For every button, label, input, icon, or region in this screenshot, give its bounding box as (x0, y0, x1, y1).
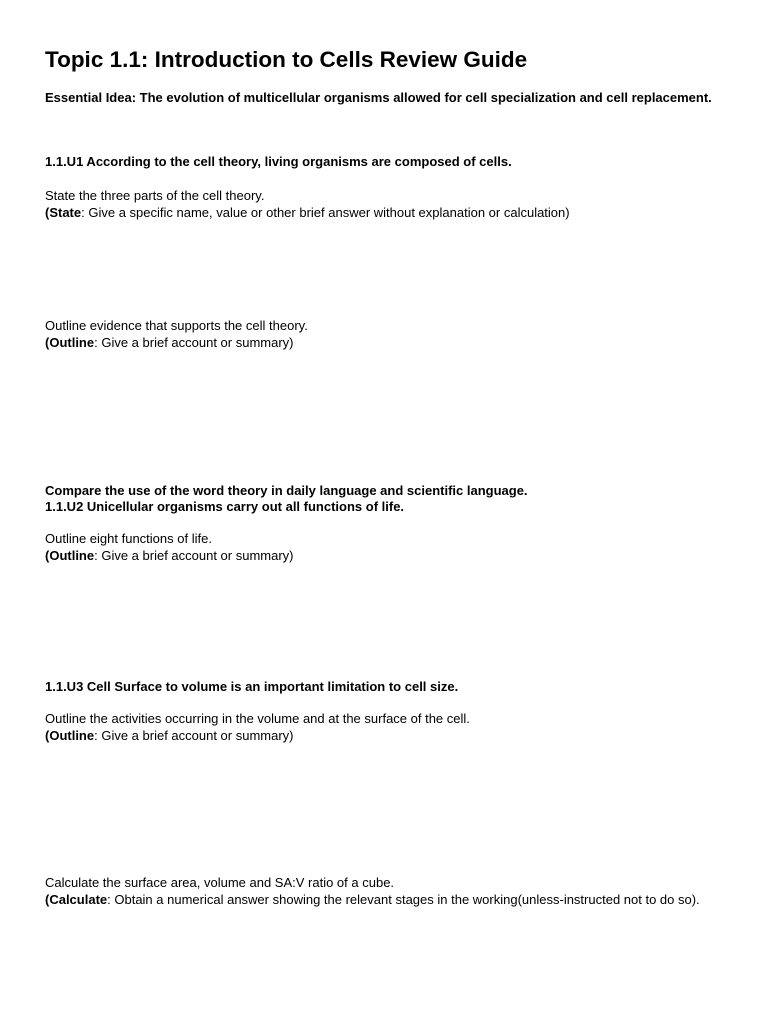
command-term: (Outline (45, 727, 95, 743)
task-calculate-sav (45, 875, 725, 908)
task-prompt: Calculate the surface area, volume and SA:V ratio of a cube. (45, 875, 395, 890)
page-title: Topic 1.1: Introduction to Cells Review Guide (45, 47, 528, 72)
command-definition: : Give a brief account or summary) (94, 727, 294, 743)
task-command-definition (45, 335, 725, 352)
command-term: (Outline (45, 334, 95, 350)
task-outline-functions (45, 531, 725, 564)
command-definition: : Obtain a numerical answer showing the relevant stages in the working(unless-instructed not to do so). (107, 891, 700, 907)
command-definition: : Give a brief account or summary) (94, 334, 294, 350)
task-outline-activities (45, 711, 725, 744)
compare-theory-prompt: Compare the use of the word theory in daily language and scientific language. (45, 483, 528, 498)
task-command-definition (45, 548, 725, 565)
section-heading-u1: 1.1.U1 According to the cell theory, living organisms are composed of cells. (45, 154, 512, 169)
command-term: (Calculate (45, 891, 108, 907)
task-command-definition (45, 892, 725, 909)
task-prompt: State the three parts of the cell theory. (45, 188, 265, 203)
command-definition: : Give a brief account or summary) (94, 547, 294, 563)
command-definition: : Give a specific name, value or other brief answer without explanation or calculation) (81, 204, 570, 220)
essential-idea: Essential Idea: The evolution of multicellular organisms allowed for cell specialization and cell replacement. (45, 90, 712, 105)
section-heading-u2: 1.1.U2 Unicellular organisms carry out all functions of life. (45, 499, 405, 514)
command-term: (State (45, 204, 82, 220)
task-state-cell-theory (45, 188, 725, 221)
task-prompt: Outline the activities occurring in the volume and at the surface of the cell. (45, 711, 470, 726)
task-outline-evidence (45, 318, 725, 351)
task-command-definition (45, 728, 725, 745)
section-heading-u3: 1.1.U3 Cell Surface to volume is an important limitation to cell size. (45, 679, 459, 694)
task-prompt: Outline eight functions of life. (45, 531, 212, 546)
task-command-definition (45, 205, 725, 222)
command-term: (Outline (45, 547, 95, 563)
task-prompt: Outline evidence that supports the cell theory. (45, 318, 308, 333)
